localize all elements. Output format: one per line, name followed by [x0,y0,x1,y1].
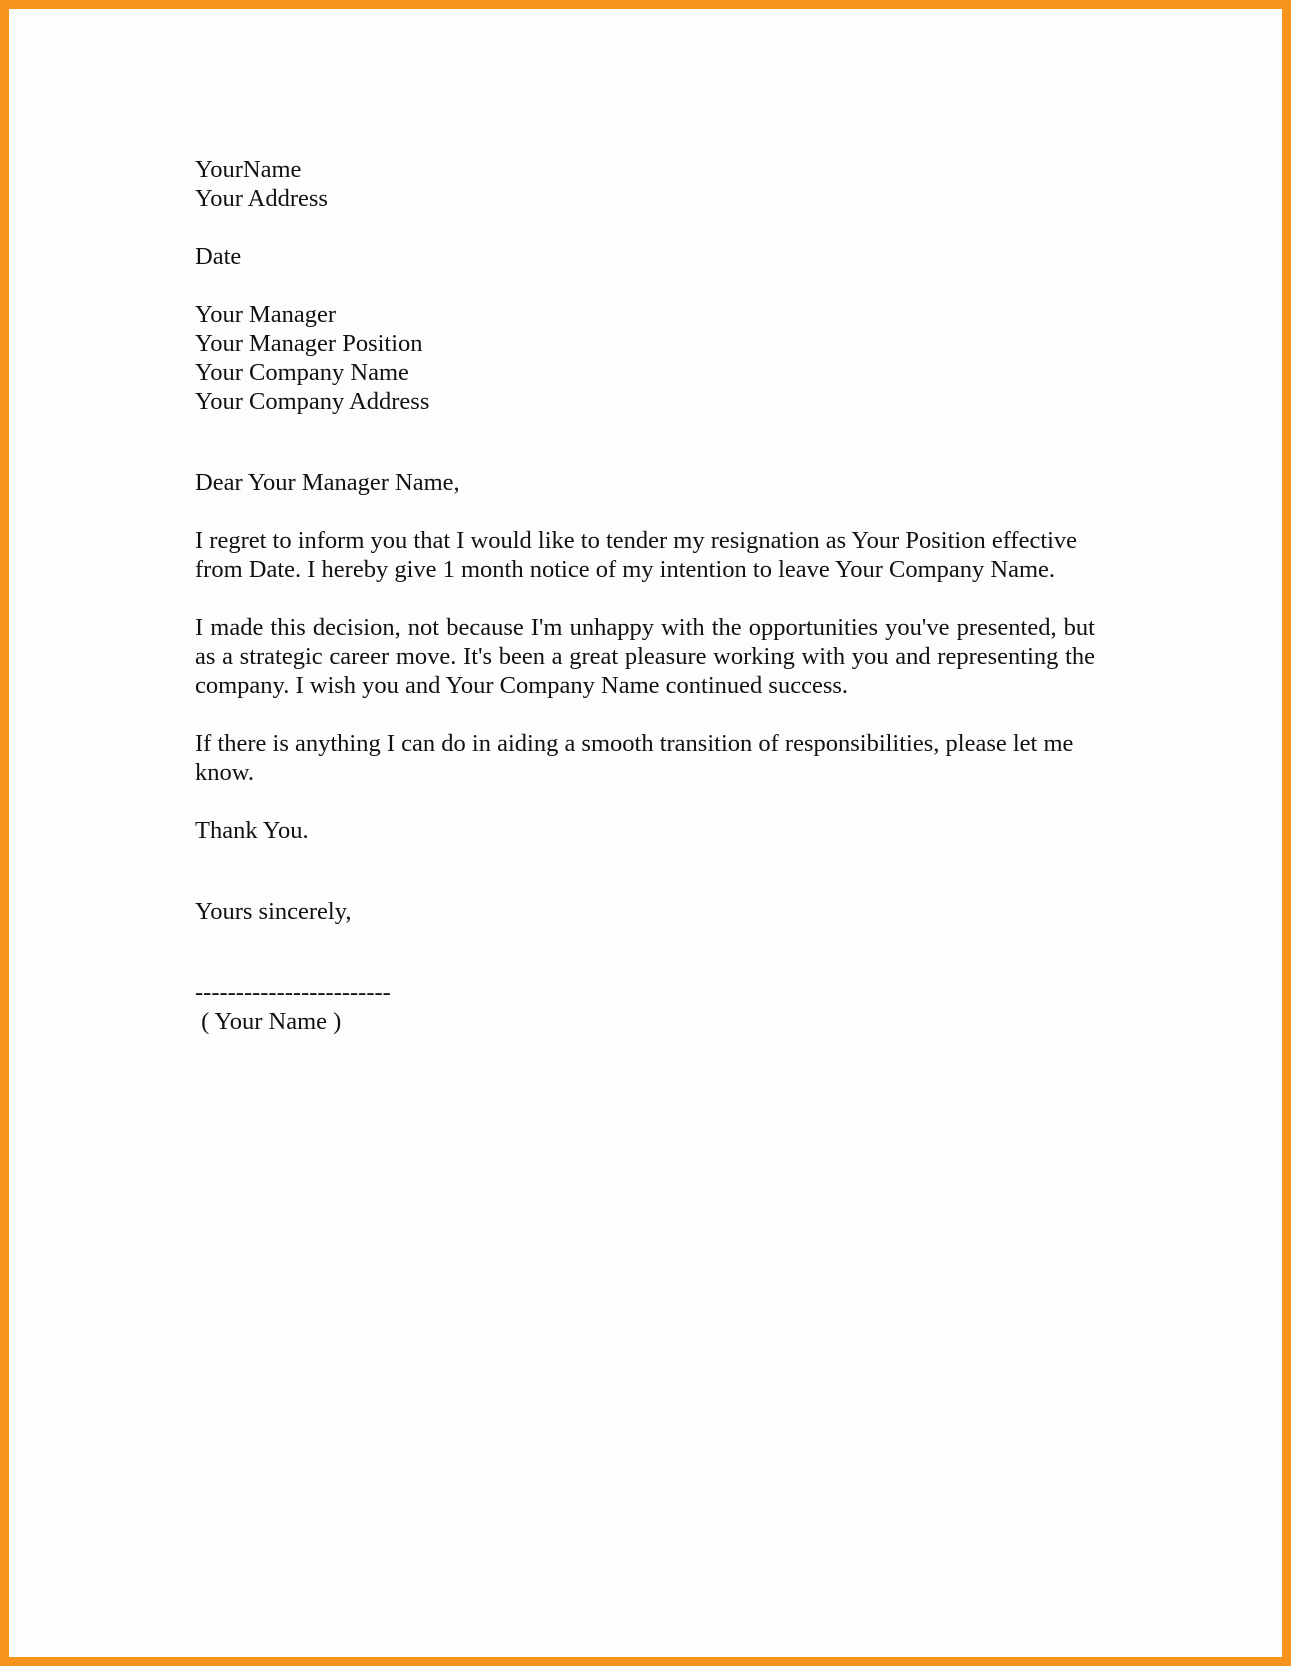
recipient-block [195,300,1095,416]
sender-address: Your Address [195,185,328,212]
recipient-company-address: Your Company Address [195,388,430,415]
body-paragraph-3: If there is anything I can do in aiding a smooth transition of responsibilities, please let me know. [195,730,1074,786]
closing-line: Yours sincerely, [195,898,352,925]
letter-date: Date [195,243,242,270]
recipient-manager: Your Manager [195,301,337,328]
recipient-position: Your Manager Position [195,330,423,357]
body-paragraph-2: I made this decision, not because I'm unhappy with the opportunities you've presented, but as a strategic career move. It's been a great pleasure working with you and representing the company. I wish you and Your Company Name continued success. [195,614,1095,699]
sender-name: YourName [195,156,302,183]
thanks-line: Thank You. [195,817,309,844]
signature-line: ------------------------ [195,979,391,1006]
signature-block [195,978,1095,1036]
resignation-letter [195,155,1095,1036]
salutation: Dear Your Manager Name, [195,469,460,496]
body-paragraph-1: I regret to inform you that I would like to tender my resignation as Your Position effective from Date. I hereby give 1 month notice of my intention to leave Your Company Name. [195,527,1078,583]
recipient-company-name: Your Company Name [195,359,409,386]
signature-name: ( Your Name ) [195,1008,342,1035]
sender-block [195,155,1095,213]
